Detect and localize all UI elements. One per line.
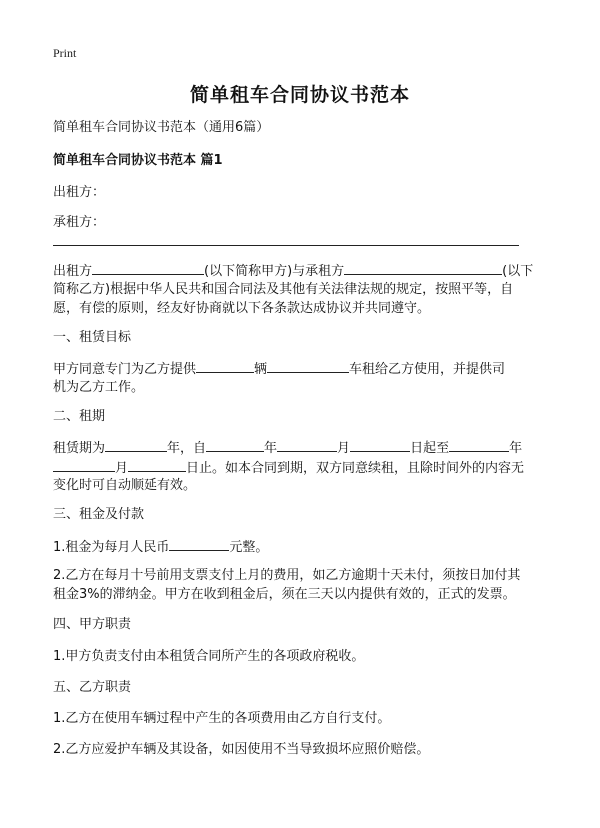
blank-field bbox=[128, 457, 186, 472]
blank-field bbox=[53, 457, 115, 472]
s1-text: 甲方同意专门为乙方提供 bbox=[53, 362, 197, 377]
section-5-item-2: 2.乙方应爱护车辆及其设备，如因使用不当导致损坏应照价赔偿。 bbox=[53, 742, 430, 757]
page-title: 简单租车合同协议书范本 bbox=[189, 84, 410, 106]
print-link[interactable]: Print bbox=[53, 46, 77, 60]
intro-line-1 bbox=[53, 260, 548, 282]
section-4-item-1: 1.甲方负责支付由本租赁合同所产生的各项政府税收。 bbox=[53, 649, 365, 664]
s2-text: 年，自 bbox=[167, 441, 207, 456]
blank-field bbox=[206, 437, 264, 452]
s3-text: 1.租金为每月人民币 bbox=[53, 540, 170, 555]
intro-text: (以下简称甲方)与承租方 bbox=[204, 264, 345, 279]
section-4-heading: 四、甲方职责 bbox=[53, 617, 132, 632]
blank-field bbox=[196, 358, 254, 373]
s2-text: 月 bbox=[115, 461, 129, 476]
section-heading: 简单租车合同协议书范本 篇1 bbox=[53, 153, 223, 168]
section-1-heading: 一、租赁目标 bbox=[53, 330, 132, 345]
blank-field bbox=[344, 260, 502, 275]
s2-text: 日止。如本合同到期，双方同意续租，且除时间外的内容无 bbox=[186, 461, 525, 476]
section-5-item-1: 1.乙方在使用车辆过程中产生的各项费用由乙方自行支付。 bbox=[53, 711, 391, 726]
section-1-line-2: 机为乙方工作。 bbox=[53, 380, 145, 395]
intro-text: (以下 bbox=[502, 264, 534, 279]
s2-text: 月 bbox=[337, 441, 351, 456]
section-3-item-2-line-2: 租金3%的滞纳金。甲方在收到租金后，须在三天以内提供有效的，正式的发票。 bbox=[53, 587, 516, 602]
blank-field bbox=[350, 437, 410, 452]
lessor-label: 出租方： bbox=[53, 185, 106, 200]
s2-text: 租赁期为 bbox=[53, 441, 106, 456]
s1-text: 车租给乙方使用，并提供司 bbox=[349, 362, 506, 377]
intro-line-2: 简称乙方)根据中华人民共和国合同法及其他有关法律法规的规定，按照平等，自 bbox=[53, 282, 514, 297]
blank-field bbox=[449, 437, 509, 452]
section-1-line-1 bbox=[53, 358, 548, 380]
lessee-label: 承租方： bbox=[53, 215, 106, 230]
blank-field bbox=[267, 358, 349, 373]
s2-text: 年 bbox=[264, 441, 278, 456]
section-5-heading: 五、乙方职责 bbox=[53, 680, 132, 695]
separator-rule bbox=[53, 245, 519, 246]
intro-text: 出租方 bbox=[53, 264, 93, 279]
section-3-item-1 bbox=[53, 536, 548, 558]
s3-text: 元整。 bbox=[229, 540, 269, 555]
section-3-item-2-line-1: 2.乙方在每月十号前用支票支付上月的费用，如乙方逾期十天未付，须按日加付其 bbox=[53, 568, 521, 583]
section-2-heading: 二、租期 bbox=[53, 409, 106, 424]
section-2-line-3: 变化时可自动顺延有效。 bbox=[53, 478, 197, 493]
blank-field bbox=[105, 437, 167, 452]
document-subtitle: 简单租车合同协议书范本（通用6篇） bbox=[53, 120, 270, 135]
blank-field bbox=[92, 260, 204, 275]
intro-line-3: 愿，有偿的原则，经友好协商就以下各条款达成协议并共同遵守。 bbox=[53, 301, 431, 316]
s2-text: 年 bbox=[509, 441, 523, 456]
blank-field bbox=[277, 437, 337, 452]
s1-text: 辆 bbox=[254, 362, 268, 377]
blank-field bbox=[169, 536, 229, 551]
section-2-line-1 bbox=[53, 437, 548, 459]
s2-text: 日起至 bbox=[410, 441, 450, 456]
section-3-heading: 三、租金及付款 bbox=[53, 507, 145, 522]
